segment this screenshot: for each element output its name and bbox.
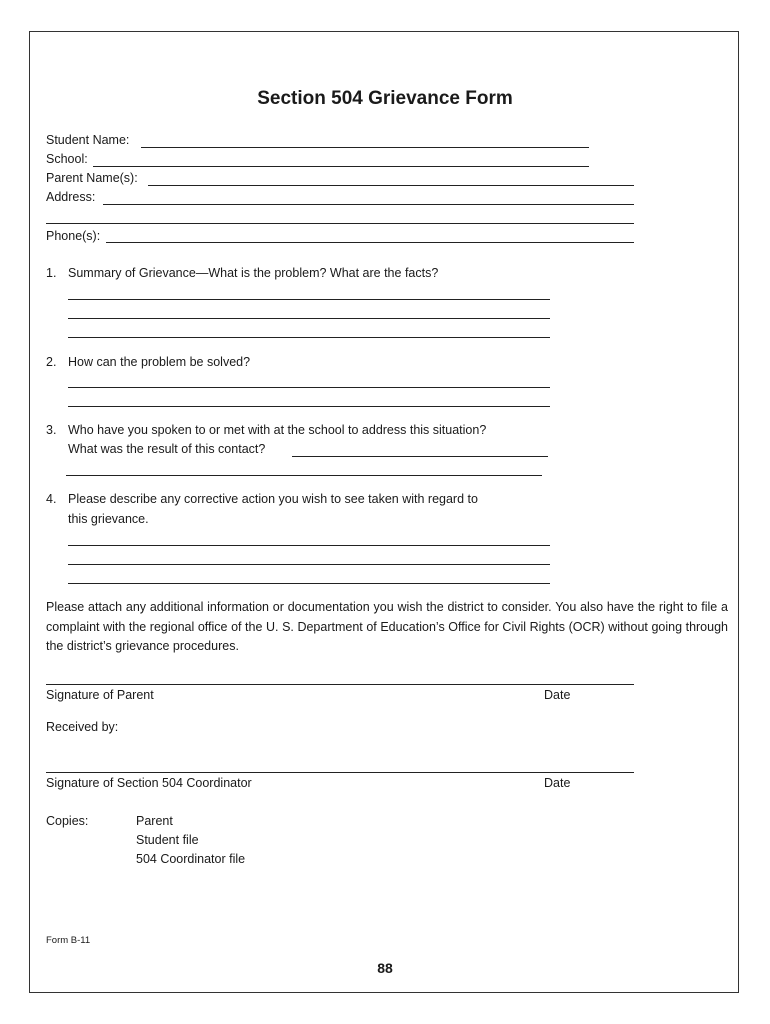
copies-item: Student file bbox=[136, 833, 199, 847]
form-page bbox=[29, 31, 739, 993]
question-1-text: Summary of Grievance—What is the problem? What are the facts? bbox=[68, 266, 439, 280]
school-label: School: bbox=[46, 152, 88, 166]
parent-signature-label: Signature of Parent bbox=[46, 688, 154, 702]
coordinator-signature-label: Signature of Section 504 Coordinator bbox=[46, 776, 252, 790]
question-1-number: 1. bbox=[46, 266, 57, 280]
attachment-notice: Please attach any additional information or documentation you wish the district to consider. You also have the right to file a complaint with the regional office of the U. S. Department of Education’s Office for Civil Rights (OCR) without going through the district’s grievance procedures. bbox=[46, 600, 728, 653]
copies-item: 504 Coordinator file bbox=[136, 852, 246, 866]
parent-names-label: Parent Name(s): bbox=[46, 171, 138, 185]
question-3-text-2: What was the result of this contact? bbox=[68, 442, 266, 456]
address-field-line-2[interactable] bbox=[46, 223, 634, 224]
question-2-text: How can the problem be solved? bbox=[68, 355, 251, 369]
answer-3-line[interactable] bbox=[292, 456, 548, 457]
phones-label: Phone(s): bbox=[46, 229, 101, 243]
copies-item: Parent bbox=[136, 814, 173, 828]
copies-label: Copies: bbox=[46, 814, 89, 828]
coordinator-date-label: Date bbox=[544, 776, 571, 790]
parent-signature-line[interactable] bbox=[46, 684, 634, 685]
answer-1-line[interactable] bbox=[68, 337, 550, 338]
question-2-number: 2. bbox=[46, 355, 57, 369]
student-name-field[interactable] bbox=[141, 147, 589, 148]
answer-3-line[interactable] bbox=[66, 475, 542, 476]
answer-1-line[interactable] bbox=[68, 318, 550, 319]
answer-1-line[interactable] bbox=[68, 299, 550, 300]
answer-4-line[interactable] bbox=[68, 564, 550, 565]
question-4-text-2: this grievance. bbox=[68, 512, 149, 526]
school-field[interactable] bbox=[93, 166, 589, 167]
address-field[interactable] bbox=[103, 204, 634, 205]
answer-2-line[interactable] bbox=[68, 387, 550, 388]
question-4-text: Please describe any corrective action you wish to see taken with regard to bbox=[68, 492, 478, 506]
parent-date-label: Date bbox=[544, 688, 571, 702]
address-label: Address: bbox=[46, 190, 96, 204]
page-number: 88 bbox=[377, 960, 393, 976]
student-name-label: Student Name: bbox=[46, 133, 130, 147]
answer-2-line[interactable] bbox=[68, 406, 550, 407]
phones-field[interactable] bbox=[106, 242, 634, 243]
question-4-number: 4. bbox=[46, 492, 57, 506]
answer-4-line[interactable] bbox=[68, 583, 550, 584]
answer-4-line[interactable] bbox=[68, 545, 550, 546]
question-3-number: 3. bbox=[46, 423, 57, 437]
form-id: Form B-11 bbox=[46, 935, 91, 946]
coordinator-signature-line[interactable] bbox=[46, 772, 634, 773]
received-by-label: Received by: bbox=[46, 720, 119, 734]
question-3-text: Who have you spoken to or met with at the school to address this situation? bbox=[68, 423, 487, 437]
page-title: Section 504 Grievance Form bbox=[257, 88, 513, 109]
parent-names-field[interactable] bbox=[148, 185, 634, 186]
